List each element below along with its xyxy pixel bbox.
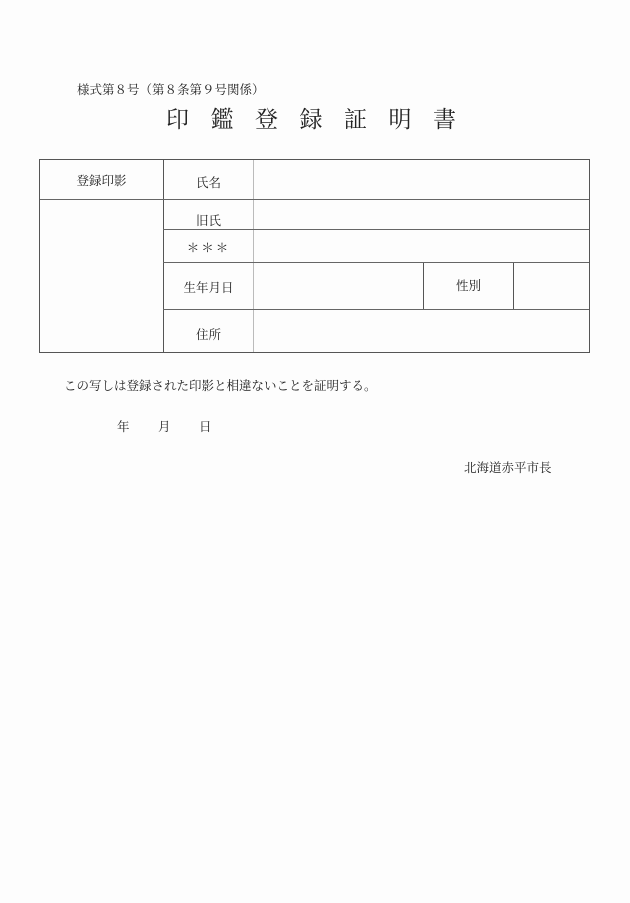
address-label: 住所 [195, 327, 221, 342]
registration-table [39, 159, 590, 353]
title-char: 印 [166, 107, 189, 133]
certification-statement: この写しは登録された印影と相違ないことを証明する。 [64, 378, 377, 393]
seal-impression-header: 登録印影 [76, 173, 127, 188]
title-char: 明 [388, 107, 412, 133]
month-label: 月 [158, 419, 171, 434]
title-char: 録 [299, 107, 323, 133]
day-label: 日 [199, 419, 212, 434]
form-number: 様式第８号（第８条第９号関係） [77, 82, 265, 97]
title-char: 鑑 [210, 107, 234, 133]
issue-date [117, 417, 240, 435]
divider [253, 160, 254, 352]
sex-label: 性別 [455, 278, 481, 293]
former-name-label: 旧氏 [195, 213, 221, 228]
divider [513, 262, 514, 309]
year-label: 年 [117, 419, 130, 434]
name-label: 氏名 [195, 175, 221, 190]
divider [163, 309, 589, 310]
divider [163, 262, 589, 263]
masked-label: ＊＊＊ [186, 240, 231, 255]
issuer: 北海道赤平市長 [464, 460, 552, 475]
title-char: 登 [255, 107, 278, 133]
title-char: 証 [344, 107, 367, 133]
seal-impression-area [40, 200, 163, 352]
title-char: 書 [433, 107, 456, 133]
birth-date-label: 生年月日 [183, 280, 234, 295]
document-title [166, 106, 478, 134]
divider [163, 229, 589, 230]
